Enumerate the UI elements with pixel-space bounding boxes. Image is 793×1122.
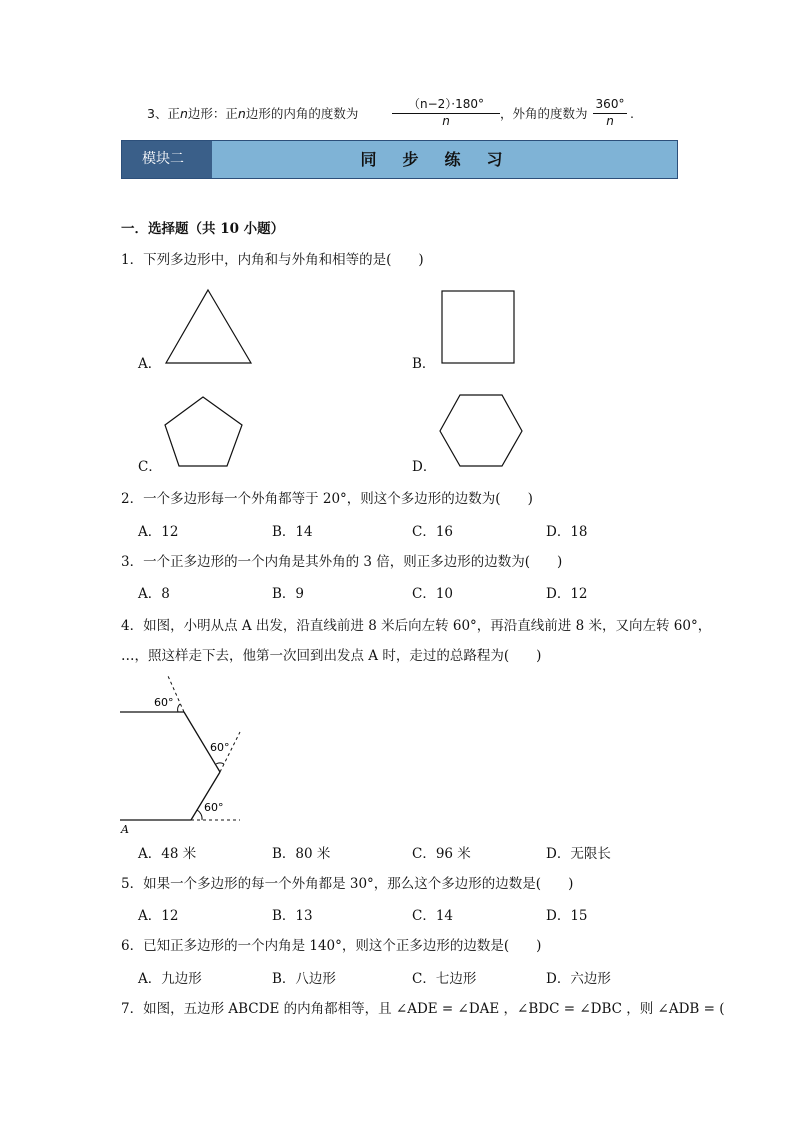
- intro-text: 3、正: [147, 106, 180, 121]
- module-title: 同步练习: [360, 150, 529, 169]
- q3-option-d: D．12: [546, 586, 588, 602]
- fraction-denominator: n: [442, 114, 450, 128]
- q1-option-b: B．: [412, 356, 436, 372]
- intro-item3: [147, 105, 358, 123]
- q3-option-c: C．10: [412, 586, 454, 602]
- intro-var-n: n: [179, 106, 188, 121]
- q5-option-b: B．13: [272, 908, 313, 924]
- q5-option-c: C．14: [412, 908, 454, 924]
- triangle-shape: [160, 285, 260, 370]
- angle-label-3: 60°: [204, 801, 224, 814]
- q6-option-a: A．九边形: [138, 971, 202, 987]
- question-4-stem: 4．如图，小明从点 A 出发，沿直线前进 8 米后向左转 60°，再沿直线前进 8 米，又向左转 60°，: [121, 618, 712, 634]
- q1-option-a: A．: [138, 356, 162, 372]
- module-banner: [121, 140, 678, 179]
- question-6-stem: 6．已知正多边形的一个内角是 140°，则这个正多边形的边数是( ): [121, 938, 542, 954]
- q6-option-b: B．八边形: [272, 971, 336, 987]
- interior-angle-fraction: [392, 97, 500, 129]
- intro-end: .: [630, 106, 634, 121]
- intro-text: 边形：正: [187, 106, 238, 121]
- section-heading: 一．选择题（共 10 小题）: [121, 221, 285, 237]
- intro-text: 边形的内角的度数为: [245, 106, 359, 121]
- question-4-stem-cont: …，照这样走下去，他第一次回到出发点 A 时，走过的总路程为( ): [121, 648, 542, 664]
- question-1-stem: 1．下列多边形中，内角和与外角和相等的是( ): [121, 252, 424, 268]
- question-5-stem: 5．如果一个多边形的每一个外角都是 30°，那么这个多边形的边数是( ): [121, 876, 574, 892]
- q6-option-d: D．六边形: [546, 971, 611, 987]
- q4-option-c: C．96 米: [412, 846, 471, 862]
- q5-option-d: D．15: [546, 908, 588, 924]
- fraction-denominator: n: [606, 114, 614, 128]
- angle-label-2: 60°: [210, 741, 230, 754]
- q2-option-d: D．18: [546, 524, 588, 540]
- q4-option-d: D．无限长: [546, 846, 611, 862]
- angle-label-1: 60°: [154, 696, 174, 709]
- fraction-numerator: 360°: [593, 97, 627, 114]
- q3-option-a: A．8: [138, 586, 170, 602]
- q1-option-c: C．: [138, 459, 162, 475]
- exterior-angle-fraction: [593, 97, 627, 129]
- question-2-stem: 2．一个多边形每一个外角都等于 20°，则这个多边形的边数为( ): [121, 491, 533, 507]
- intro-var-n: n: [237, 106, 246, 121]
- q2-option-c: C．16: [412, 524, 454, 540]
- q3-option-b: B．9: [272, 586, 305, 602]
- point-a-label: A: [121, 823, 129, 836]
- question-7-stem: 7．如图，五边形 ABCDE 的内角都相等，且 ∠ADE = ∠DAE ，∠BDC = ∠DBC ，则 ∠ADB = (: [121, 1001, 725, 1017]
- q5-option-a: A．12: [138, 908, 179, 924]
- hexagon-shape: [435, 390, 530, 470]
- walking-path-figure: [118, 672, 248, 837]
- pentagon-shape: [160, 392, 250, 472]
- q6-option-c: C．七边形: [412, 971, 477, 987]
- q4-option-a: A．48 米: [138, 846, 197, 862]
- q4-option-b: B．80 米: [272, 846, 331, 862]
- q2-option-b: B．14: [272, 524, 313, 540]
- square-shape: [435, 285, 520, 370]
- question-3-stem: 3．一个正多边形的一个内角是其外角的 3 倍，则正多边形的边数为( ): [121, 554, 563, 570]
- module-label: 模块二: [122, 141, 212, 178]
- intro-mid-text: ，外角的度数为: [500, 106, 588, 121]
- q1-option-d: D．: [412, 459, 437, 475]
- q2-option-a: A．12: [138, 524, 179, 540]
- fraction-numerator: （n−2）·180°: [392, 97, 500, 114]
